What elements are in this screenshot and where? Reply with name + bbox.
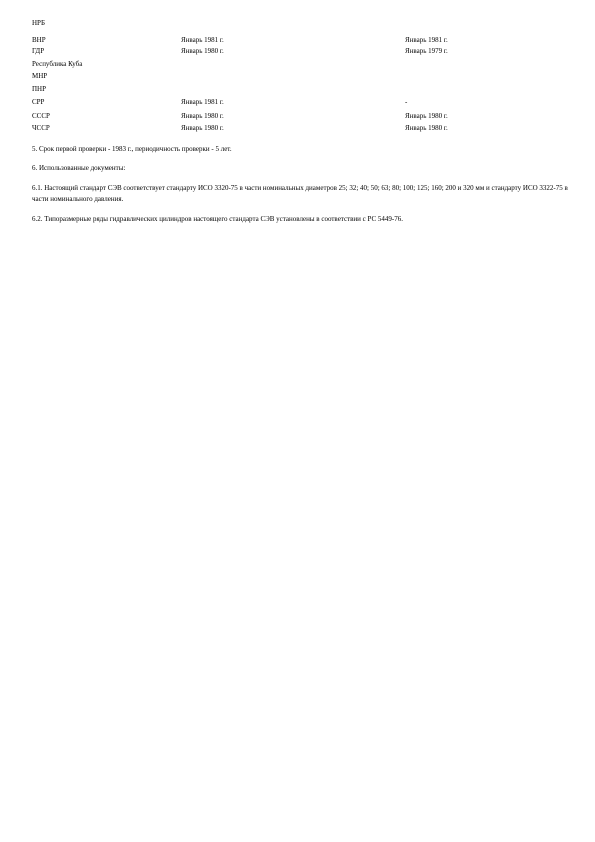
date-cell-1: Январь 1980 г. [181, 124, 224, 132]
date-cell-2: Январь 1979 г. [405, 47, 448, 55]
table-row [0, 17, 595, 29]
table-row [0, 110, 595, 122]
date-cell-1: Январь 1981 г. [181, 98, 224, 106]
table-row [0, 122, 595, 134]
paragraph-verification-period: 5. Срок первой проверки - 1983 г., периодичность проверки - 5 лет. [32, 145, 232, 153]
country-cell: ГДР [32, 47, 45, 55]
date-cell-2: Январь 1981 г. [405, 36, 448, 44]
date-cell-1: Январь 1981 г. [181, 36, 224, 44]
country-cell: СРР [32, 98, 45, 106]
table-row [0, 83, 595, 95]
date-cell-1: Январь 1980 г. [181, 47, 224, 55]
paragraph-iso-correspondence: 6.1. Настоящий стандарт СЭВ соответствует стандарту ИСО 3320-75 в части номинальных диаметров 25; 32; 40; 50; 63; 80; 100; 125; 160; 200 и 320 мм и стандарту ИСО 3322-75 в части номинального давления. [32, 184, 568, 203]
date-cell-2: Январь 1980 г. [405, 112, 448, 120]
country-cell: СССР [32, 112, 50, 120]
date-cell-2: - [405, 98, 408, 106]
table-row [0, 96, 595, 108]
country-cell: ВНР [32, 36, 46, 44]
table-row [0, 45, 595, 57]
country-cell: ПНР [32, 85, 47, 93]
paragraph-size-series: 6.2. Типоразмерные ряды гидравлических цилиндров настоящего стандарта СЭВ установлены в соответствии с РС 5449-76. [32, 215, 403, 223]
table-row [0, 70, 595, 82]
date-cell-2: Январь 1980 г. [405, 124, 448, 132]
country-cell: МНР [32, 72, 48, 80]
paragraph-documents-heading: 6. Использованные документы: [32, 164, 126, 172]
date-cell-1: Январь 1980 г. [181, 112, 224, 120]
country-cell: ЧССР [32, 124, 50, 132]
table-row [0, 58, 595, 70]
country-cell: НРБ [32, 19, 45, 27]
country-cell: Республика Куба [32, 60, 83, 68]
